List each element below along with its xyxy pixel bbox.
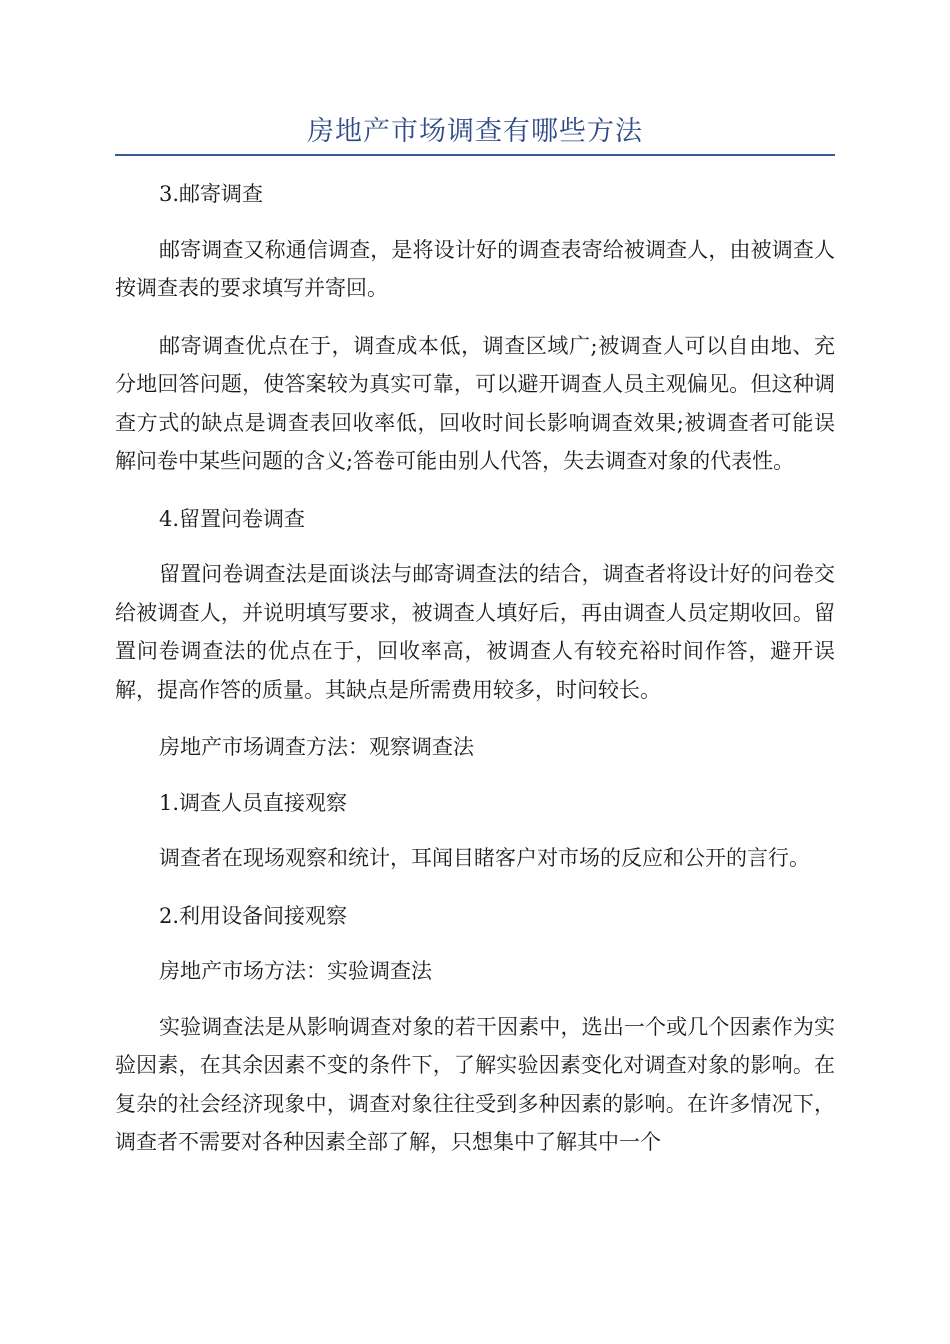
paragraph: 实验调查法是从影响调查对象的若干因素中，选出一个或几个因素作为实验因素，在其余因素不变的条件下，了解实验因素变化对调查对象的影响。在复杂的社会经济现象中，调查对象往往受到多种因素的影响。在许多情况下，调查者不需要对各种因素全部了解，只想集中了解其中一个	[115, 1014, 835, 1154]
section-heading-questionnaire: 4.留置问卷调查	[159, 506, 306, 531]
paragraph: 留置问卷调查法是面谈法与邮寄调查法的结合，调查者将设计好的问卷交给被调查人，并说明填写要求，被调查人填好后，再由调查人员定期收回。留置问卷调查法的优点在于，回收率高，被调查人有较充裕时间作答，避开误解，提高作答的质量。其缺点是所需费用较多，时问较长。	[115, 562, 835, 702]
document-body	[115, 175, 835, 1181]
subsection-heading-indirect-observation: 2.利用设备间接观察	[159, 903, 348, 928]
paragraph: 邮寄调查优点在于，调查成本低，调查区域广;被调查人可以自由地、充分地回答问题，使答案较为真实可靠，可以避开调查人员主观偏见。但这种调查方式的缺点是调查表回收率低，回收时间长影响调查效果;被调查者可能误解问卷中某些问题的含义;答卷可能由别人代答，失去调查对象的代表性。	[115, 333, 835, 473]
paragraph: 调查者在现场观察和统计，耳闻目睹客户对市场的反应和公开的言行。	[159, 846, 810, 870]
document-title: 房地产市场调查有哪些方法	[307, 116, 643, 147]
section-heading-observation: 房地产市场调查方法：观察调查法	[159, 735, 474, 759]
section-heading-mail-survey: 3.邮寄调查	[159, 182, 264, 206]
subsection-heading-direct-observation: 1.调查人员直接观察	[159, 790, 348, 815]
title-underline	[115, 154, 835, 156]
paragraph: 邮寄调查又称通信调查，是将设计好的调查表寄给被调查人，由被调查人按调查表的要求填写并寄回。	[115, 237, 835, 300]
section-heading-experiment: 房地产市场方法：实验调查法	[159, 959, 432, 983]
